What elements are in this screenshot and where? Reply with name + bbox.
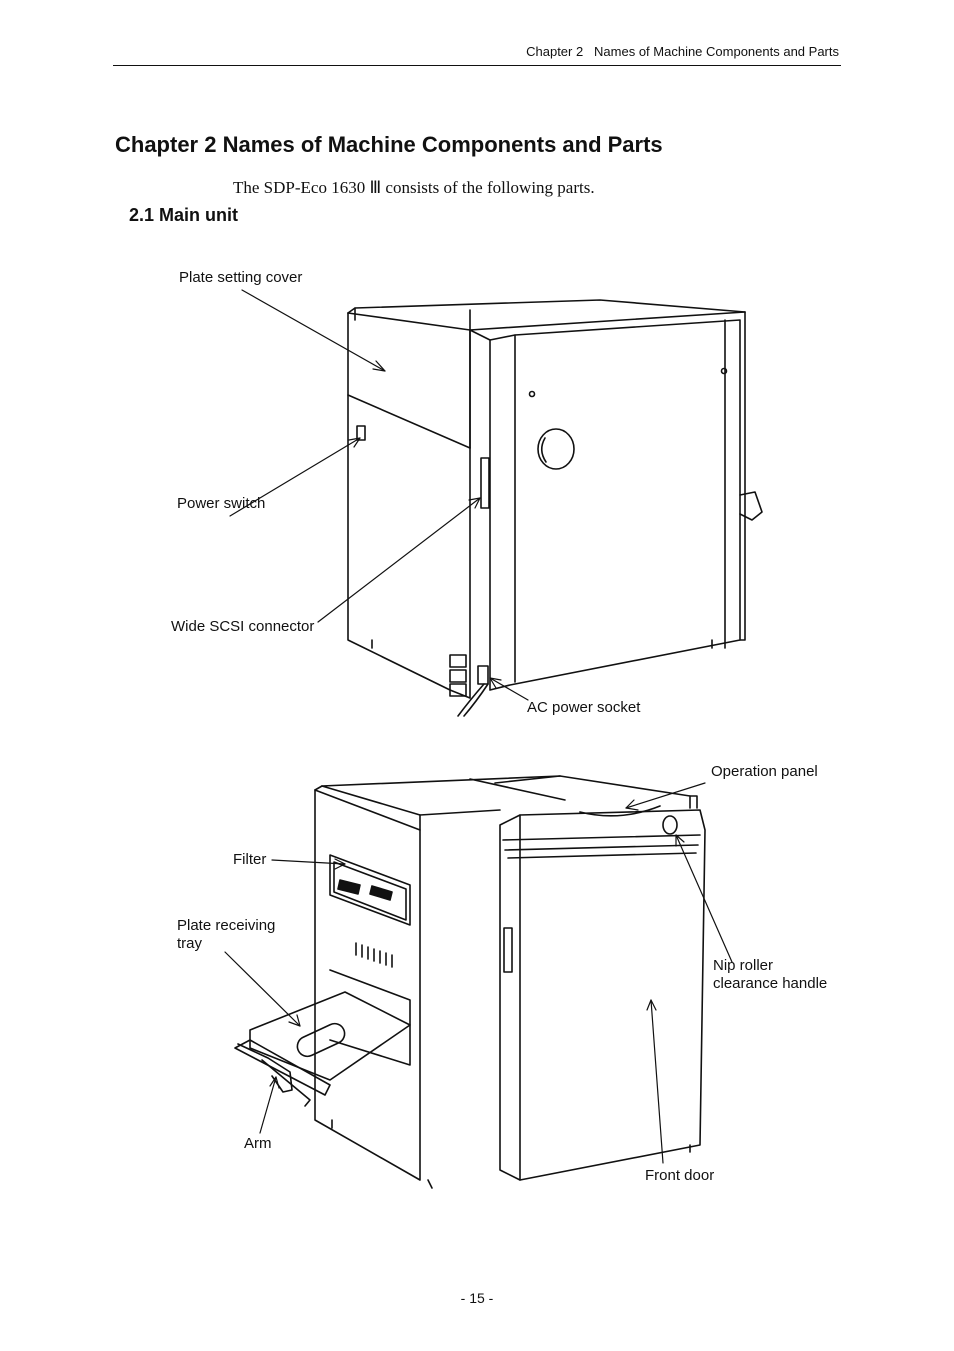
label-nip-roller-line1: Nip roller bbox=[713, 957, 774, 974]
label-filter: Filter bbox=[233, 851, 267, 868]
label-plate-receiving-tray-line2: tray bbox=[177, 935, 203, 952]
label-nip-roller-clearance-handle bbox=[713, 957, 827, 993]
label-arm: Arm bbox=[244, 1135, 272, 1152]
label-plate-receiving-tray bbox=[177, 917, 275, 953]
label-ac-power-socket: AC power socket bbox=[527, 699, 641, 716]
section-title: 2.1 Main unit bbox=[129, 205, 239, 225]
label-plate-receiving-tray-line1: Plate receiving bbox=[177, 917, 276, 934]
label-nip-roller-line2: clearance handle bbox=[713, 975, 828, 992]
running-header: Chapter 2 Names of Machine Components and Parts bbox=[526, 44, 839, 59]
label-operation-panel: Operation panel bbox=[711, 763, 818, 780]
label-plate-setting-cover: Plate setting cover bbox=[179, 269, 303, 286]
page-number: - 15 - bbox=[460, 1290, 494, 1306]
label-wide-scsi-connector: Wide SCSI connector bbox=[171, 618, 315, 635]
label-front-door: Front door bbox=[645, 1167, 715, 1184]
intro-text: The SDP-Eco 1630 Ⅲ consists of the following parts. bbox=[233, 178, 595, 197]
label-power-switch: Power switch bbox=[177, 495, 266, 512]
chapter-title: Chapter 2 Names of Machine Components and Parts bbox=[115, 132, 663, 157]
